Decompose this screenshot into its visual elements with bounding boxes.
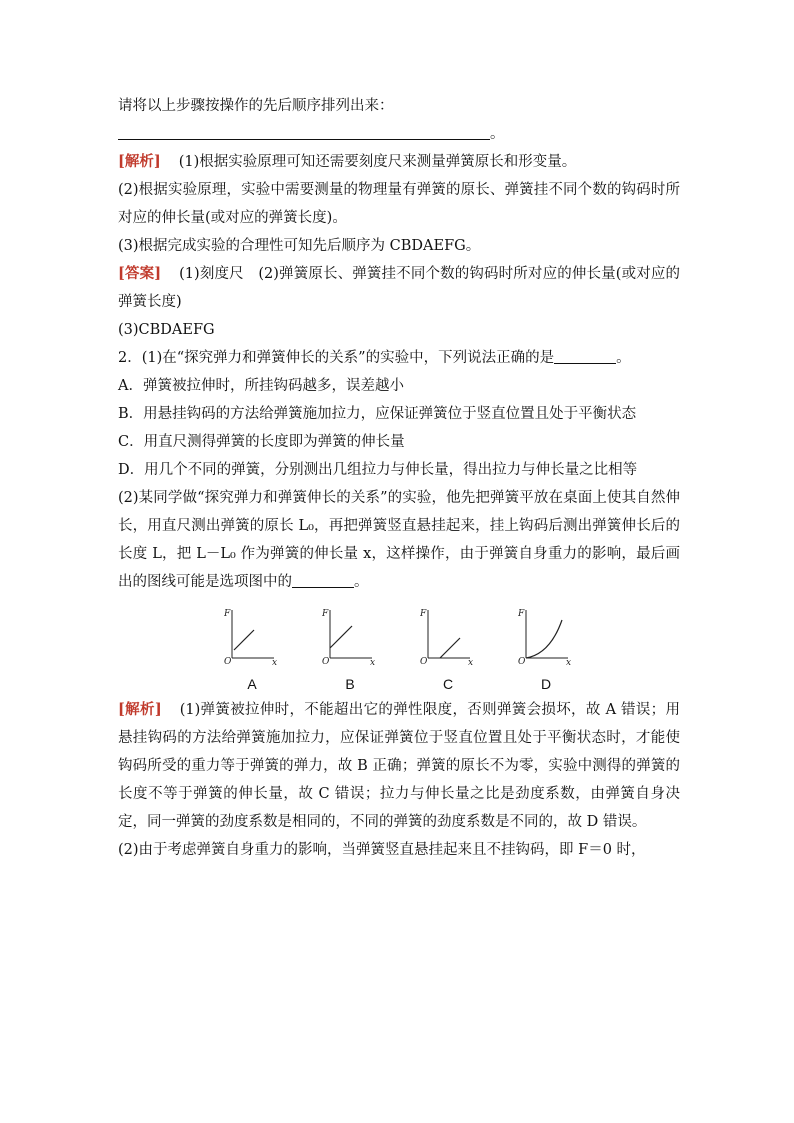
answer-blank[interactable]	[118, 121, 490, 140]
analysis-tag-2: [解析]	[118, 701, 162, 718]
svg-text:F: F	[224, 609, 231, 619]
option-graphs	[118, 606, 680, 692]
svg-text:F: F	[420, 609, 427, 619]
q2-stem-end: 。	[616, 350, 631, 366]
q1-analysis-text-1: (1)根据实验原理可知还需要刻度尺来测量弹簧原长和形变量。	[178, 154, 577, 170]
svg-text:x: x	[272, 658, 278, 666]
q2-analysis-2: (2)由于考虑弹簧自身重力的影响，当弹簧竖直悬挂起来且不挂钩码，即 F＝0 时，	[118, 842, 646, 858]
graph-c	[413, 606, 483, 692]
answer-tag: [答案]	[118, 265, 162, 282]
q1-answer-1	[118, 260, 680, 316]
svg-text:F: F	[518, 609, 525, 619]
svg-text:O: O	[224, 657, 232, 666]
graph-a	[217, 606, 287, 692]
q2-option-b: B．用悬挂钩码的方法给弹簧施加拉力，应保证弹簧位于竖直位置且处于平衡状态	[118, 406, 637, 422]
analysis-tag: [解析]	[118, 153, 161, 170]
q2-stem	[118, 344, 680, 372]
svg-text:O: O	[518, 657, 526, 666]
graph-c-plot	[420, 606, 476, 666]
q1-analysis-2: (2)根据实验原理，实验中需要测量的物理量有弹簧的原长、弹簧挂不同个数的钩码时所对应的伸长量(或对应的弹簧长度)。	[118, 182, 680, 226]
document-page	[118, 92, 680, 864]
graph-d-label: D	[540, 676, 552, 692]
q1-answer-2: (3)CBDAEFG	[118, 322, 215, 338]
q2-analysis-text-1: (1)弹簧被拉伸时，不能超出它的弹性限度，否则弹簧会损坏，故 A 错误；用悬挂钩码的方法给弹簧施加拉力，应保证弹簧位于竖直位置且处于平衡状态时，才能使钩码所受的重力等于弹簧的弹力，故 B 正确；弹簧的原长不为零，实验中测得的弹簧的长度不等于弹簧的伸长量，故 C 错误；拉力与伸长量之比是劲度系数，由弹簧自身决定，同一弹簧的劲度系数是相同的，不同的弹簧的劲度系数是不同的，故 D 错误。	[118, 702, 680, 830]
graph-d-plot	[518, 606, 574, 666]
order-answer-line	[118, 120, 680, 148]
svg-text:O: O	[322, 657, 330, 666]
order-end: 。	[490, 126, 505, 142]
q1-analysis-1	[118, 148, 680, 176]
graph-b	[315, 606, 385, 692]
q2-option-c: C．用直尺测得弹簧的长度即为弹簧的伸长量	[118, 434, 405, 450]
graph-d	[511, 606, 581, 692]
svg-text:x: x	[566, 658, 572, 666]
q2-option-a: A．弹簧被拉伸时，所挂钩码越多，误差越小	[118, 378, 404, 394]
svg-text:O: O	[420, 657, 428, 666]
graph-c-label: C	[442, 676, 454, 692]
q2-stem-text: 2．(1)在“探究弹力和弹簧伸长的关系”的实验中，下列说法正确的是	[118, 350, 555, 366]
q2-part2	[118, 484, 680, 596]
q2-blank-1[interactable]	[554, 345, 616, 364]
graph-b-plot	[322, 606, 378, 666]
q2-blank-2[interactable]	[292, 569, 354, 588]
q2-part2-text: (2)某同学做“探究弹力和弹簧伸长的关系”的实验，他先把弹簧平放在桌面上使其自然伸长，用直尺测出弹簧的原长 L₀，再把弹簧竖直悬挂起来，挂上钩码后测出弹簧伸长后的长度 L，把 L－L₀ 作为弹簧的伸长量 x，这样操作，由于弹簧自身重力的影响，最后画出的图线可能是选项图中的	[118, 490, 680, 590]
svg-text:x: x	[370, 658, 376, 666]
svg-text:x: x	[468, 658, 474, 666]
graph-a-label: A	[247, 676, 257, 692]
q1-answer-text-1: (1)刻度尺 (2)弹簧原长、弹簧挂不同个数的钩码时所对应的伸长量(或对应的弹簧长度)	[118, 266, 680, 310]
graph-b-label: B	[345, 676, 355, 692]
q2-part2-end: 。	[354, 574, 369, 590]
svg-text:F: F	[322, 609, 329, 619]
q1-analysis-3: (3)根据完成实验的合理性可知先后顺序为 CBDAEFG。	[118, 238, 481, 254]
q2-analysis-1	[118, 696, 680, 836]
q2-option-d: D．用几个不同的弹簧，分别测出几组拉力与伸长量，得出拉力与伸长量之比相等	[118, 462, 638, 478]
order-prompt: 请将以上步骤按操作的先后顺序排列出来：	[118, 98, 394, 114]
graph-a-plot	[224, 606, 280, 666]
